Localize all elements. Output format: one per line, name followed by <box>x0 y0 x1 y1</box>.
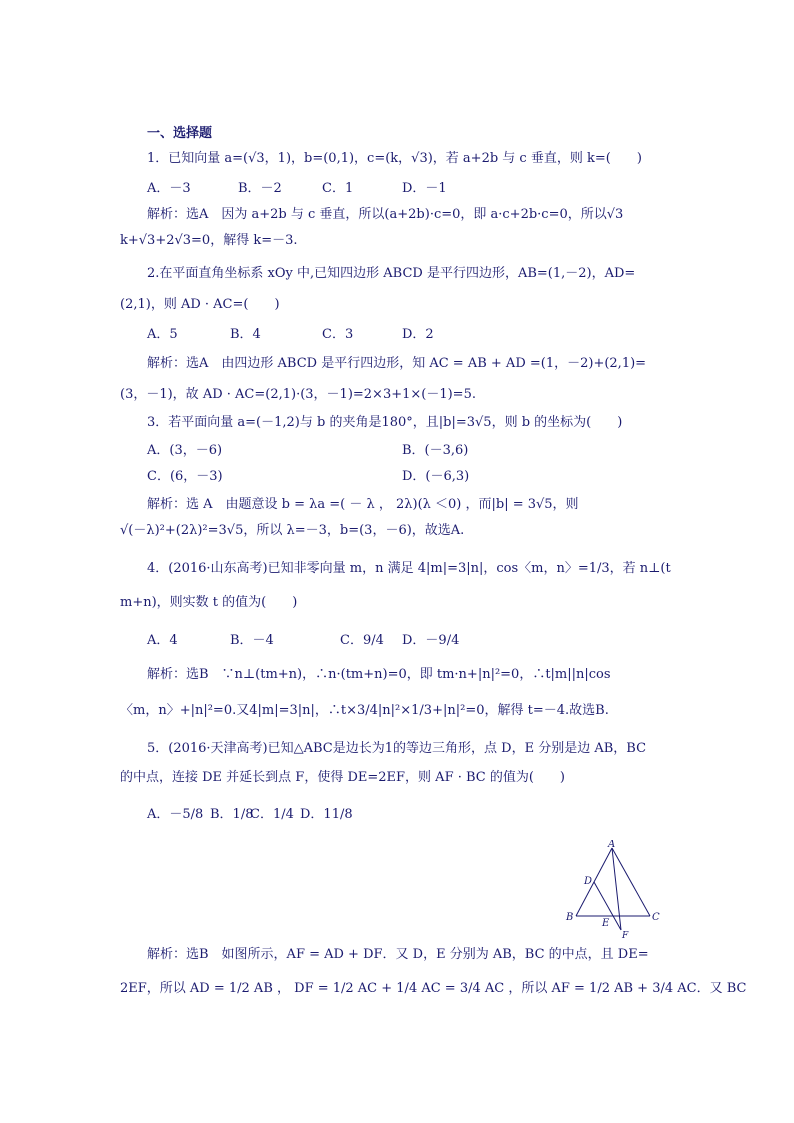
q5-option-c: C．1/4 <box>250 807 294 822</box>
q5-stem-line1: 5．(2016·天津高考)已知△ABC是边长为1的等边三角形，点 D，E 分别是边 AB，BC <box>147 741 647 756</box>
q5-option-d: D．11/8 <box>300 807 353 822</box>
label-e: E <box>602 918 610 929</box>
q4-option-b: B．－4 <box>230 633 274 648</box>
q3-option-b: B．(－3,6) <box>402 443 469 458</box>
q5-stem-line2: 的中点，连接 DE 并延长到点 F，使得 DE=2EF，则 AF · BC 的值为( ) <box>120 770 566 785</box>
section-title: 一、选择题 <box>147 126 213 141</box>
q4-analysis-line2: 〈m，n〉+|n|²=0.又4|m|=3|n|，∴t×3/4|n|²×1/3+|n|²=0，解得 t=－4.故选B. <box>120 703 609 718</box>
q5-analysis-line2: 2EF，所以 AD = 1/2 AB ， DF = 1/2 AC + 1/4 AC = 3/4 AC ，所以 AF = 1/2 AB + 3/4 AC．又 BC <box>120 981 747 996</box>
label-b: B <box>566 912 574 923</box>
q2-option-b: B．4 <box>230 327 261 342</box>
q2-option-c: C．3 <box>322 327 354 342</box>
label-a: A <box>608 840 616 850</box>
q3-option-c: C．(6，－3) <box>147 469 223 484</box>
q3-stem: 3．若平面向量 a=(－1,2)与 b 的夹角是180°，且|b|=3√5，则 b 的坐标为( ) <box>147 415 623 430</box>
q4-option-c: C．9/4 <box>340 633 384 648</box>
q1-option-a: A．－3 <box>147 181 191 196</box>
q1-stem: 1．已知向量 a=(√3，1)，b=(0,1)，c=(k，√3)，若 a+2b 与 c 垂直，则 k=( ) <box>147 151 642 166</box>
label-c: C <box>652 912 660 923</box>
q3-analysis-line2: √(－λ)²+(2λ)²=3√5，所以 λ=－3，b=(3，－6)，故选A. <box>120 523 465 538</box>
q2-stem-line2: (2,1)，则 AD · AC=( ) <box>120 297 280 312</box>
label-d: D <box>584 876 593 887</box>
q2-option-d: D．2 <box>402 327 434 342</box>
segment-af <box>612 848 621 930</box>
q4-option-d: D．－9/4 <box>402 633 460 648</box>
q5-option-b: B．1/8 <box>210 807 254 822</box>
q2-option-a: A．5 <box>147 327 178 342</box>
q3-option-d: D．(－6,3) <box>402 469 470 484</box>
q4-stem-line2: m+n)，则实数 t 的值为( ) <box>120 595 298 610</box>
q2-stem-line1: 2.在平面直角坐标系 xOy 中,已知四边形 ABCD 是平行四边形，AB=(1,－2)，AD= <box>147 266 636 281</box>
q5-option-a: A．－5/8 <box>147 807 204 822</box>
q3-analysis-line1: 解析：选 A 由题意设 b = λa =( － λ ， 2λ)(λ ＜0) ，而|b| = 3√5，则 <box>147 497 579 512</box>
edge-ac <box>612 848 650 916</box>
q1-analysis-line1: 解析：选A 因为 a+2b 与 c 垂直，所以(a+2b)·c=0，即 a·c+2b·c=0，所以√3 <box>147 207 624 222</box>
q3-option-a: A．(3，－6) <box>147 443 223 458</box>
q5-analysis-line1: 解析：选B 如图所示，AF = AD + DF．又 D，E 分别为 AB，BC 的中点，且 DE= <box>147 947 649 962</box>
triangle-figure <box>560 840 680 940</box>
q4-stem-line1: 4．(2016·山东高考)已知非零向量 m，n 满足 4|m|=3|n|，cos〈m，n〉=1/3，若 n⊥(t <box>147 561 671 576</box>
q2-analysis-line1: 解析：选A 由四边形 ABCD 是平行四边形，知 AC = AB + AD =(1，－2)+(2,1)= <box>147 356 647 371</box>
q4-analysis-line1: 解析：选B ∵n⊥(tm+n)，∴n·(tm+n)=0，即 tm·n+|n|²=0，∴t|m||n|cos <box>147 667 611 682</box>
q2-analysis-line2: (3，－1)，故 AD · AC=(2,1)·(3，－1)=2×3+1×(－1)=5. <box>120 387 476 402</box>
q4-option-a: A．4 <box>147 633 178 648</box>
q1-option-b: B．－2 <box>238 181 282 196</box>
q1-option-c: C．1 <box>322 181 354 196</box>
q1-analysis-line2: k+√3+2√3=0，解得 k=－3. <box>120 233 298 248</box>
label-f: F <box>622 931 629 940</box>
q1-option-d: D．－1 <box>402 181 447 196</box>
